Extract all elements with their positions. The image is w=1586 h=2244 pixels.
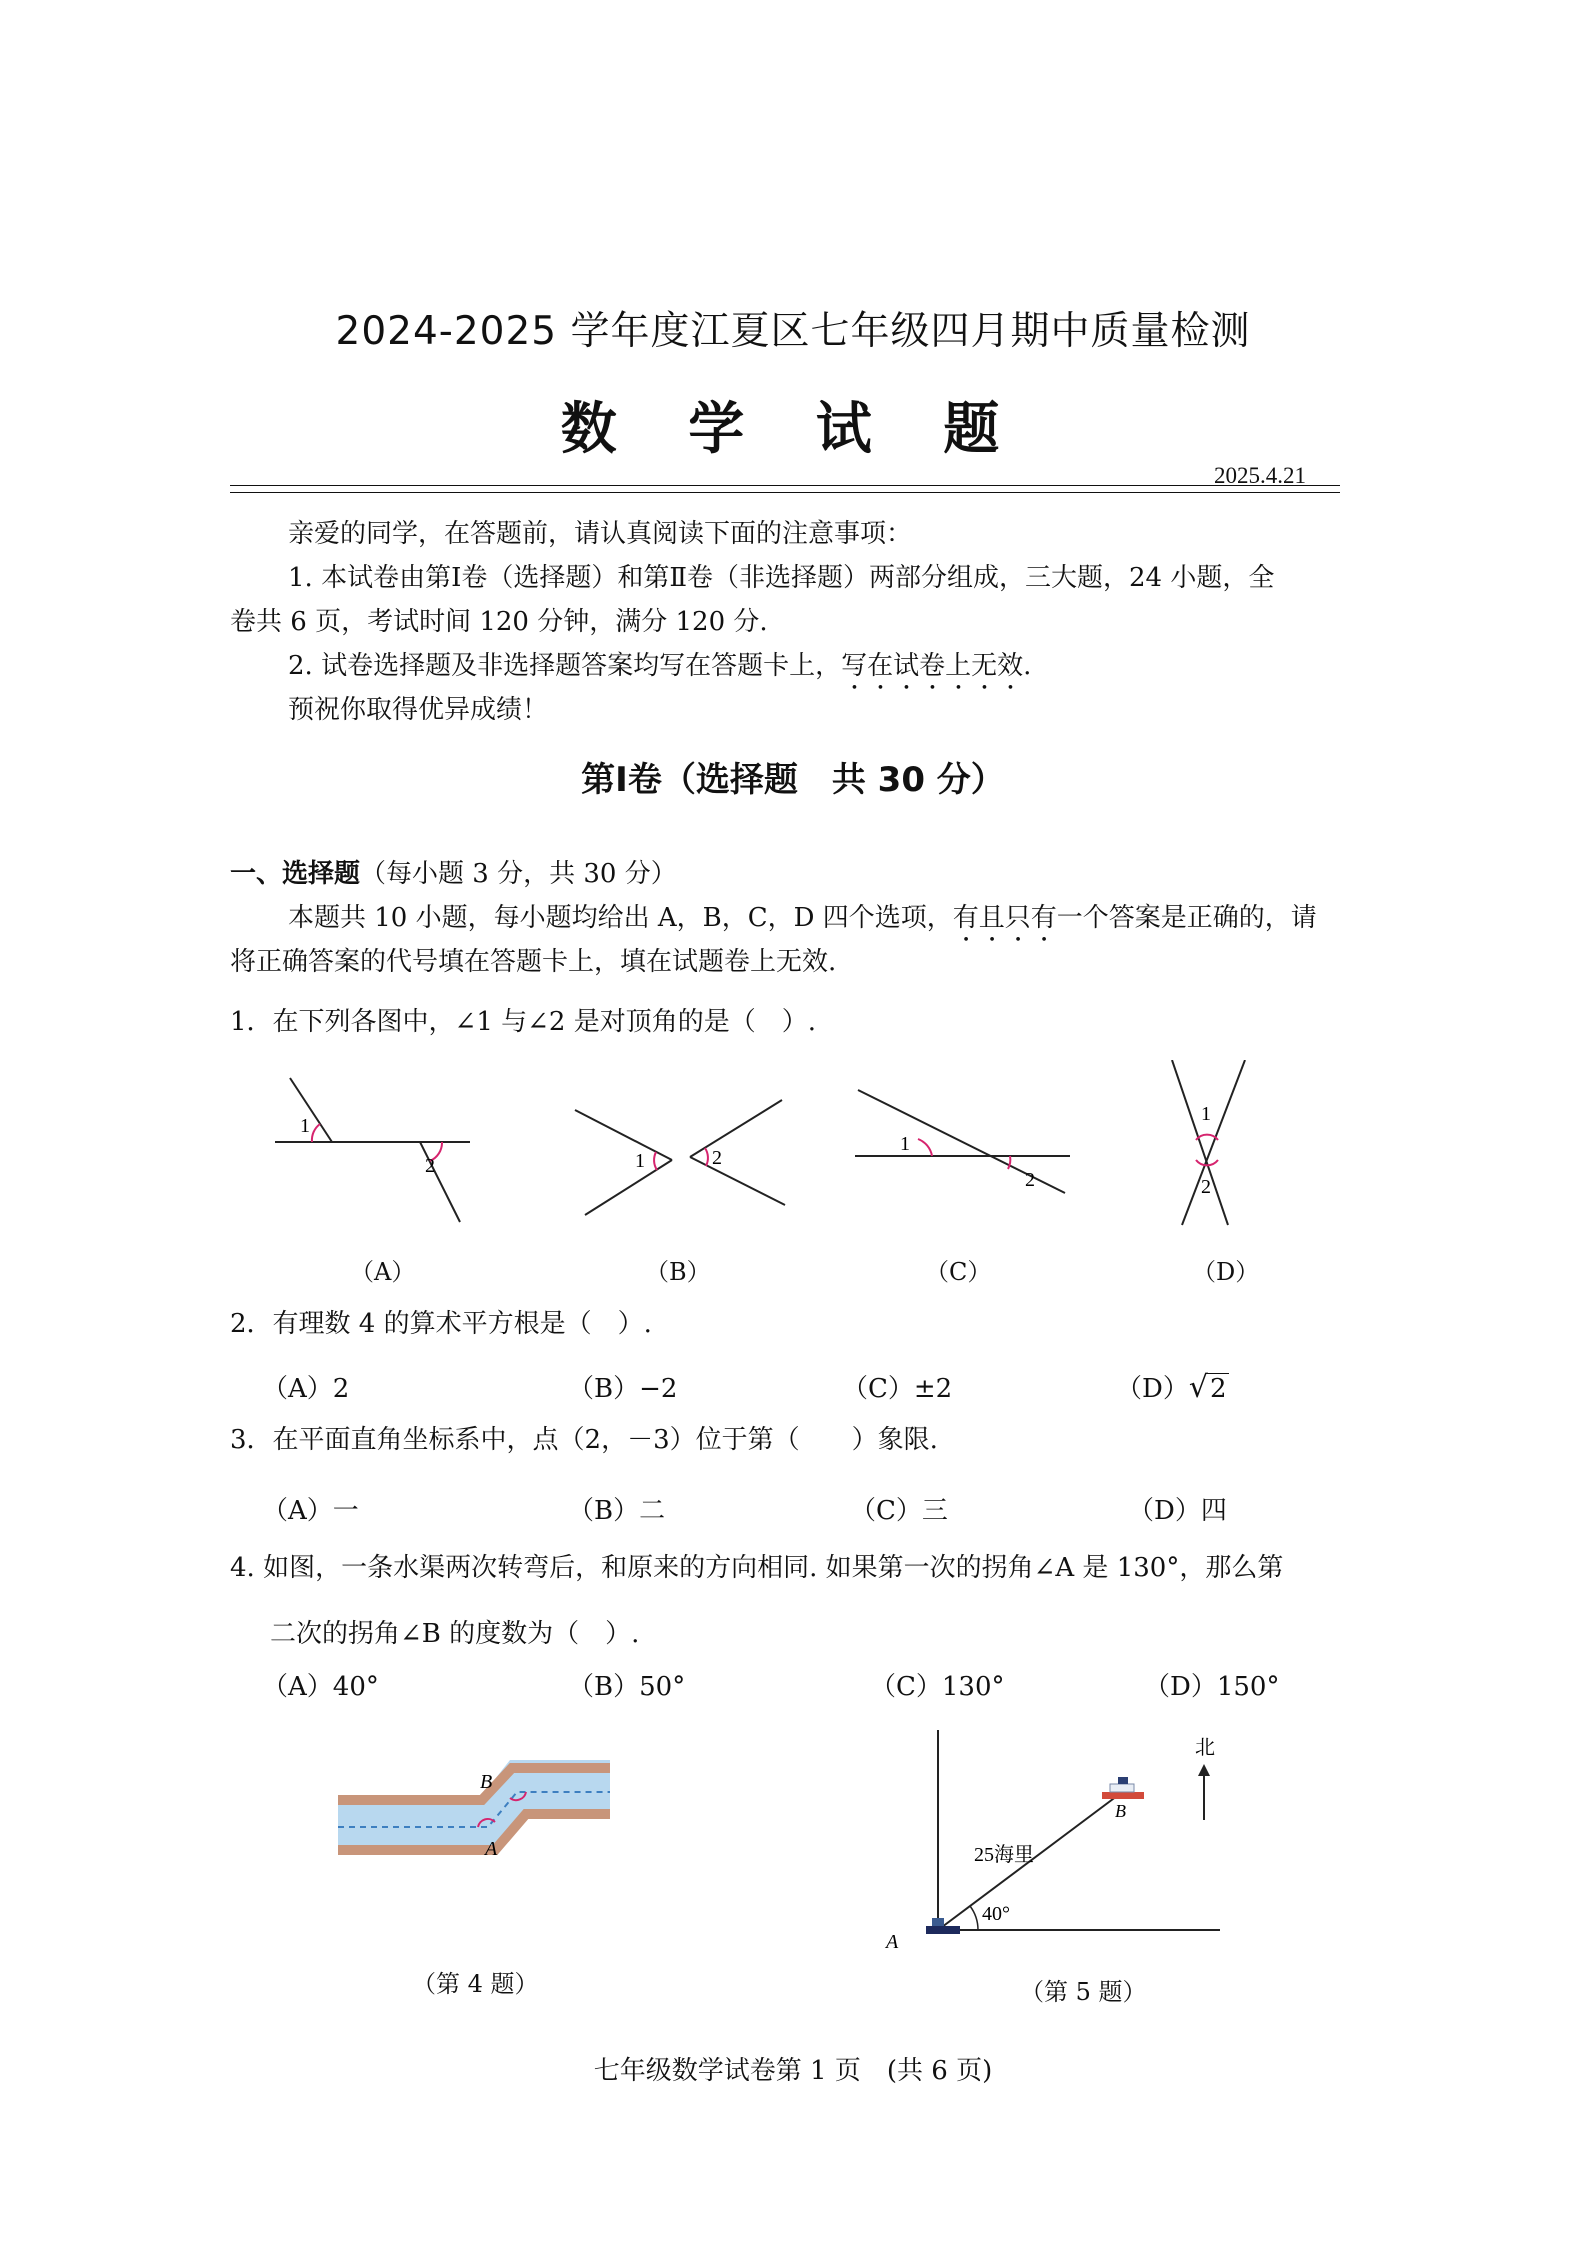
fig-label-d: （D） xyxy=(1192,1258,1260,1286)
fig-label-a: （A） xyxy=(350,1258,416,1286)
header-rule-top xyxy=(230,485,1340,486)
q2-option-a: （A）2 xyxy=(262,1374,350,1404)
notice-item1-line1: 1. 本试卷由第Ⅰ卷（选择题）和第Ⅱ卷（非选择题）两部分组成，三大题，24 小题，全 xyxy=(288,563,1275,593)
fig-a-angle-2: 2 xyxy=(425,1155,435,1177)
q2-option-b: （B）−2 xyxy=(568,1374,678,1404)
fig-a-angle-1: 1 xyxy=(300,1115,310,1137)
q4-point-a: A xyxy=(485,1838,498,1860)
q4-option-a: （A）40° xyxy=(262,1672,379,1702)
q5-point-a: A xyxy=(886,1931,899,1953)
figure-b xyxy=(575,1100,785,1215)
q3-option-a: （A）一 xyxy=(262,1496,359,1526)
notice-intro: 亲爱的同学，在答题前，请认真阅读下面的注意事项： xyxy=(288,519,913,549)
notice-item2-post: . xyxy=(1023,651,1032,681)
fig-b-angle-2: 2 xyxy=(712,1147,722,1169)
distance-label: 25海里 xyxy=(974,1844,1034,1866)
instr-pre: 本题共 10 小题，每小题均给出 A，B，C，D 四个选项， xyxy=(288,903,953,933)
question-1-stem: 1．在下列各图中，∠1 与∠2 是对顶角的是（ ）. xyxy=(230,1007,816,1037)
q4-point-b: B xyxy=(480,1771,493,1793)
section-title: 第Ⅰ卷（选择题 共 30 分） xyxy=(581,760,1005,800)
ship-b-icon xyxy=(1102,1777,1144,1799)
q2-option-c: （C）±2 xyxy=(842,1374,953,1404)
fig-c-angle-2: 2 xyxy=(1025,1169,1035,1191)
sqrt-symbol: √ xyxy=(1188,1370,1208,1405)
figure-a xyxy=(275,1078,470,1222)
q2-option-d-label: （D） xyxy=(1116,1374,1189,1404)
fig-d-angle-1: 1 xyxy=(1201,1103,1211,1125)
figure-d xyxy=(1172,1060,1245,1225)
q4-option-c: （C）130° xyxy=(870,1672,1005,1702)
question-4-stem-line2: 二次的拐角∠B 的度数为（ ）. xyxy=(270,1619,640,1649)
q4-option-d: （D）150° xyxy=(1144,1672,1280,1702)
fig-label-b: （B） xyxy=(645,1258,711,1286)
q5-point-b: B xyxy=(1115,1801,1126,1821)
header-rule-bottom xyxy=(230,492,1340,493)
question-5-figure xyxy=(870,1730,1240,1970)
sqrt-radicand: 2 xyxy=(1209,1374,1227,1404)
part-heading xyxy=(230,852,677,896)
question-4-stem-line1: 4. 如图，一条水渠两次转弯后，和原来的方向相同. 如果第一次的拐角∠A 是 130°，那么第 xyxy=(230,1553,1284,1583)
part-heading-label: 一、选择题 xyxy=(230,859,361,889)
instr-emphasis: 有且只有 xyxy=(952,903,1057,933)
notice-item2-emphasis: 写在试卷上无效 xyxy=(841,651,1024,681)
q4-option-b: （B）50° xyxy=(568,1672,686,1702)
figure-c xyxy=(855,1090,1070,1193)
q5-figure-caption: （第 5 题） xyxy=(1020,1978,1147,2006)
fig-label-c: （C） xyxy=(925,1258,992,1286)
north-arrowhead-icon xyxy=(1198,1764,1210,1776)
notice-item2-pre: 2. 试卷选择题及非选择题答案均写在答题卡上， xyxy=(288,651,842,681)
question-2-stem: 2．有理数 4 的算术平方根是（ ）. xyxy=(230,1309,652,1339)
question-4-figure xyxy=(330,1760,620,1890)
notice-wish: 预祝你取得优异成绩！ xyxy=(288,695,549,725)
exam-title: 2024-2025 学年度江夏区七年级四月期中质量检测 xyxy=(335,309,1251,354)
q3-option-b: （B）二 xyxy=(568,1496,666,1526)
north-label: 北 xyxy=(1195,1737,1215,1759)
page-footer: 七年级数学试卷第 1 页 (共 6 页) xyxy=(593,2056,993,2086)
q4-figure-caption: （第 4 题） xyxy=(412,1970,539,1998)
q3-option-d: （D）四 xyxy=(1128,1496,1227,1526)
part-heading-note: （每小题 3 分，共 30 分） xyxy=(360,859,677,889)
ship-a-icon xyxy=(926,1918,960,1934)
fig-c-angle-1: 1 xyxy=(900,1133,910,1155)
fig-b-angle-1: 1 xyxy=(635,1150,645,1172)
exam-date: 2025.4.21 xyxy=(1214,463,1306,488)
q3-option-c: （C）三 xyxy=(850,1496,948,1526)
angle-label: 40° xyxy=(982,1903,1010,1925)
angle-40-arc xyxy=(970,1906,978,1930)
fig-d-angle-2: 2 xyxy=(1201,1176,1211,1198)
instr-post: 一个答案是正确的，请 xyxy=(1056,903,1317,933)
part-instructions-line2: 将正确答案的代号填在答题卡上，填在试题卷上无效. xyxy=(230,947,837,977)
notice-item1-line2: 卷共 6 页，考试时间 120 分钟，满分 120 分. xyxy=(230,607,768,637)
question-1-figures xyxy=(260,1060,1300,1240)
question-3-stem: 3．在平面直角坐标系中，点（2，－3）位于第（ ）象限. xyxy=(230,1425,938,1455)
exam-subtitle: 数 学 试 题 xyxy=(560,397,1026,462)
q2-option-d xyxy=(1116,1368,1229,1405)
